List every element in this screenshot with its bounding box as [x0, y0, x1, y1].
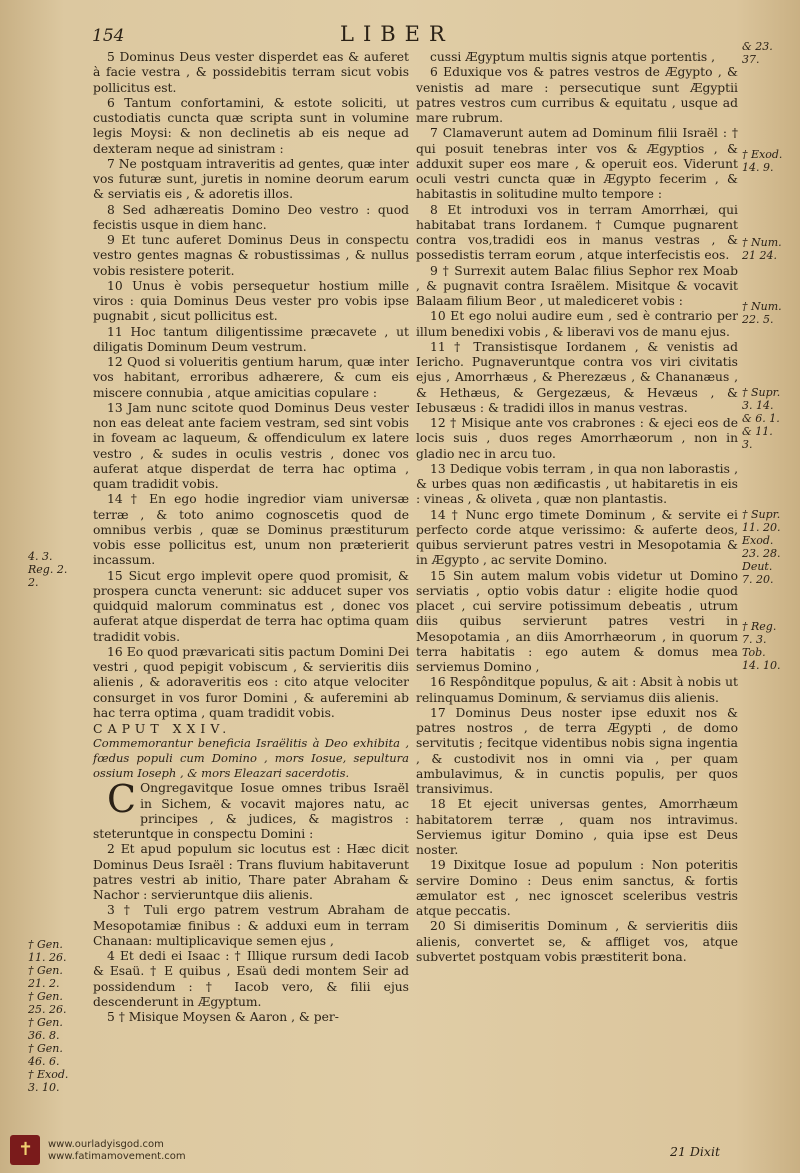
chapter-summary: Commemorantur beneficia Israëlitis à Deo exhibita , fœdus populi cum Domino , mors Iosue, sepultura ossium Ioseph , & mors Eleazari sacerdotis.: [93, 736, 409, 781]
right-verse-list: [416, 50, 738, 965]
margin-note-line: 2.: [28, 576, 39, 589]
chapter-first-verse: [93, 777, 409, 842]
verse: 4 Et dedi ei Isaac : † Illique rursum dedi Iacob & Esaü. † E quibus , Esaü dedi montem Seir ad possidendum : † Iacob vero, & filii ejus descenderunt in Ægyptum.: [93, 949, 409, 1009]
margin-note-line: 36. 8.: [28, 1029, 60, 1042]
margin-note-line: 3. 14.: [742, 399, 774, 412]
verse: 9 † Surrexit autem Balac filius Sephor rex Moab , & pugnavit contra Israëlem. Misitque & vocavit Balaam filium Beor , ut malediceret vobis :: [416, 263, 738, 308]
verse: 15 Sin autem malum vobis videtur ut Domino serviatis , optio vobis datur : eligite hodie quod placet , cui servire potissimum debeatis , utrum diis quibus servierunt patres vestri in Mesopotamia , an diis Amorrhæorum , in quorum terra habitatis : ego autem & domus mea serviemus Domino ,: [416, 568, 738, 674]
margin-note-line: & 23.: [742, 40, 773, 53]
margin-note-line: Deut.: [742, 560, 773, 573]
margin-note-line: † Gen.: [28, 938, 63, 951]
verse: 13 Jam nunc scitote quod Dominus Deus vester non eas deleat ante faciem vestram, sed sint vobis in foveam ac laqueum, & offendiculum ex latere vestro , & sudes in oculis vestris , donec vos auferat atque disperdat de terra hac optima , quam tradidit vobis.: [93, 400, 409, 491]
margin-note-line: 11. 26.: [28, 951, 67, 964]
verse: 16 Respônditque populus, & ait : Absit à nobis ut relinquamus Dominum, & serviamus diis alienis.: [416, 675, 738, 705]
verse: 7 Ne postquam intraveritis ad gentes, quæ inter vos futuræ sunt, juretis in nomine deorum earum & serviatis eis , & adoretis illos.: [93, 156, 409, 202]
drop-cap: C: [107, 777, 137, 822]
verse: 12 Quod si volueritis gentium harum, quæ inter vos habitant, erroribus adhærere, & cum eis miscere connubia , atque amicitias copulare :: [93, 355, 409, 400]
margin-note-line: Tob.: [742, 646, 766, 659]
margin-note-line: & 11.: [742, 425, 773, 438]
verse: 15 Sicut ergo implevit opere quod promisit, & prospera cuncta venerunt: sic adducet super vos quidquid malorum comminatus est , donec vos auferat atque disperdat de terra hac optima quam tradidit vobis.: [93, 568, 409, 644]
verse: 5 † Misique Moysen & Aaron , & per-: [107, 1010, 339, 1024]
verse: 10 Unus è vobis persequetur hostium mille viros : quia Dominus Deus vester pro vobis ipse pugnabit , sicut pollicitus est.: [93, 278, 409, 324]
margin-note-line: 4. 3.: [28, 550, 53, 563]
left-verse-list: [93, 50, 409, 721]
verse: 3 † Tuli ergo patrem vestrum Abraham de Mesopotamiæ finibus : & adduxi eum in terram Chanaan: multiplicavique semen ejus ,: [93, 903, 409, 948]
catchword: 21 Dixit: [670, 1144, 720, 1159]
seal-icon: [10, 1135, 40, 1165]
left-column: [93, 50, 409, 1025]
verse: 12 † Misique ante vos crabrones : & ejeci eos de locis suis , duos reges Amorrhæorum , non in gladio nec in arcu tuo.: [416, 416, 738, 461]
verse: cussi Ægyptum multis signis atque portentis ,: [430, 50, 716, 64]
verse: 11 † Transistisque Iordanem , & venistis ad Iericho. Pugnaveruntque contra vos viri civitatis ejus , Amorrhæus , & Pherezæus , & Chananæus , & Hethæus, & Gergezæus, & Hevæus , & Iebusæus : & tradidi illos in manus vestras.: [416, 339, 738, 415]
verse: 18 Et ejecit universas gentes, Amorrhæum habitatorem terræ , quam nos intravimus. Serviemus igitur Domino , quia ipse est Deus noster.: [416, 797, 738, 857]
margin-note-line: 23. 28.: [742, 547, 781, 560]
margin-note: [742, 620, 797, 672]
chapter-verse-list: [93, 842, 409, 1025]
margin-note-line: † Gen.: [28, 990, 63, 1003]
verse: 8 Sed adhæreatis Domino Deo vestro : quod fecistis usque in diem hanc.: [93, 202, 409, 232]
verse: 5 Dominus Deus vester disperdet eas & auferet à facie vestra , & possidebitis terram sicut vobis pollicitus est.: [93, 50, 409, 95]
footer-url-2[interactable]: www.fatimamovement.com: [48, 1151, 186, 1162]
verse: 2 Et apud populum sic locutus est : Hæc dicit Dominus Deus Israël : Trans fluvium habitaverunt patres vestri ab initio, Thare pater Abraham & Nachor : servieruntque diis alienis.: [93, 842, 409, 902]
margin-note-line: 3.: [742, 438, 753, 451]
verse: 6 Eduxique vos & patres vestros de Ægypto , & venistis ad mare : persecutique sunt Ægyptii patres vestros cum curribus & equitatu , usque ad mare rubrum.: [416, 65, 738, 125]
footer-watermark: [48, 1139, 186, 1163]
margin-note: [28, 550, 86, 589]
margin-note: [742, 300, 797, 326]
verse: 14 † En ego hodie ingredior viam universæ terræ , & toto animo cognoscetis quod de omnibus verbis , quæ se Dominus præstiturum vobis esse pollicitus est, unum non præterierit incassum.: [93, 492, 409, 568]
margin-note-line: † Num.: [742, 236, 782, 249]
margin-note: [742, 236, 797, 262]
verse: 10 Et ego nolui audire eum , sed è contrario per illum benedixi vobis , & liberavi vos de manu ejus.: [416, 309, 738, 339]
margin-note-line: † Supr.: [742, 386, 781, 399]
margin-note: [742, 386, 797, 451]
margin-note-line: † Exod.: [28, 1068, 69, 1081]
margin-note-line: 25. 26.: [28, 1003, 67, 1016]
margin-note-line: † Exod.: [742, 148, 783, 161]
verse-1-text: Ongregavitque Iosue omnes tribus Israël in Sichem, & vocavit majores natu, ac principes , & judices, & magistros : steteruntque in conspectu Domini :: [93, 781, 409, 841]
margin-note-line: 11. 20.: [742, 521, 781, 534]
verse: 20 Si dimiseritis Dominum , & servieritis diis alienis, convertet se, & affliget vos, atque subvertet postquam vobis præstiterit bona.: [416, 919, 738, 964]
verse: 14 † Nunc ergo timete Dominum , & servite ei perfecto corde atque verissimo: & auferte deos, quibus servierunt patres vestri in Mesopotamia & in Ægypto , ac servite Domino.: [416, 507, 738, 568]
margin-note: [742, 508, 797, 586]
margin-note-line: 7. 3.: [742, 633, 767, 646]
verse: 19 Dixitque Iosue ad populum : Non poteritis servire Domino : Deus enim sanctus, & fortis æmulator est , nec ignoscet sceleribus vestris atque peccatis.: [416, 858, 738, 918]
running-title: LIBER: [340, 22, 454, 46]
verse: 13 Dedique vobis terram , in qua non laborastis , & urbes quas non ædificastis , ut habitaretis in eis : vineas , & oliveta , quæ non plantastis.: [416, 461, 738, 507]
verse: 7 Clamaverunt autem ad Dominum filii Israël : † qui posuit tenebras inter vos & Ægyptios , & adduxit super eos mare , & operuit eos. Viderunt oculi vestri cuncta quæ in Ægypto fecerim , & habitastis in solitudine multo tempore :: [416, 126, 738, 202]
verse: 9 Et tunc auferet Dominus Deus in conspectu vestro gentes magnas & robustissimas , & nullus vobis resistere poterit.: [93, 233, 409, 278]
margin-note-line: & 6. 1.: [742, 412, 780, 425]
footer-url-1[interactable]: www.ourladyisgod.com: [48, 1139, 164, 1150]
chapter-heading: CAPUT XXIV.: [93, 721, 232, 736]
margin-note-line: † Reg.: [742, 620, 777, 633]
margin-note-line: Reg. 2.: [28, 563, 68, 576]
margin-note-line: † Supr.: [742, 508, 781, 521]
margin-note-line: † Num.: [742, 300, 782, 313]
margin-note-line: 21 24.: [742, 249, 777, 262]
margin-note-line: † Gen.: [28, 964, 63, 977]
margin-note-line: 22. 5.: [742, 313, 774, 326]
verse: 17 Dominus Deus noster ipse eduxit nos & patres nostros , de terra Ægypti , de domo servitutis ; fecitque videntibus nobis signa ingentia , & custodivit nos in omni via , per quam ambulavimus, & in cunctis populis, per quos transivimus.: [416, 705, 738, 796]
right-column: [416, 50, 738, 965]
margin-note-line: 14. 9.: [742, 161, 774, 174]
page-number: 154: [92, 26, 125, 46]
verse: 6 Tantum confortamini, & estote soliciti, ut custodiatis cuncta quæ scripta sunt in volumine legis Moysi: & non declinetis ab eis neque ad dexteram neque ad sinistram :: [93, 95, 409, 156]
margin-note: [742, 148, 797, 174]
verse: 16 Eo quod prævaricati sitis pactum Domini Dei vestri , quod pepigit vobiscum , & servieritis diis alienis , & adoraveritis eos : cito atque velociter consurget in vos furor Domini , & auferemini ab hac terra optima , quam tradidit vobis.: [93, 644, 409, 720]
margin-note-line: 21. 2.: [28, 977, 60, 990]
margin-note-line: 7. 20.: [742, 573, 774, 586]
margin-note-line: Exod.: [742, 534, 774, 547]
margin-note: [742, 40, 797, 66]
margin-note-line: 14. 10.: [742, 659, 781, 672]
verse: 8 Et introduxi vos in terram Amorrhæi, qui habitabat trans Iordanem. † Cumque pugnarent contra vos,tradidi eos in manus vestras , & possedistis terram eorum , atque interfecistis eos.: [416, 202, 738, 263]
margin-note-line: 37.: [742, 53, 760, 66]
margin-note-line: † Gen.: [28, 1042, 63, 1055]
verse: 11 Hoc tantum diligentissime præcavete , ut diligatis Dominum Deum vestrum.: [93, 324, 409, 354]
margin-note-line: † Gen.: [28, 1016, 63, 1029]
margin-note-line: 3. 10.: [28, 1081, 60, 1094]
margin-note-line: 46. 6.: [28, 1055, 60, 1068]
margin-note: [28, 938, 86, 1094]
